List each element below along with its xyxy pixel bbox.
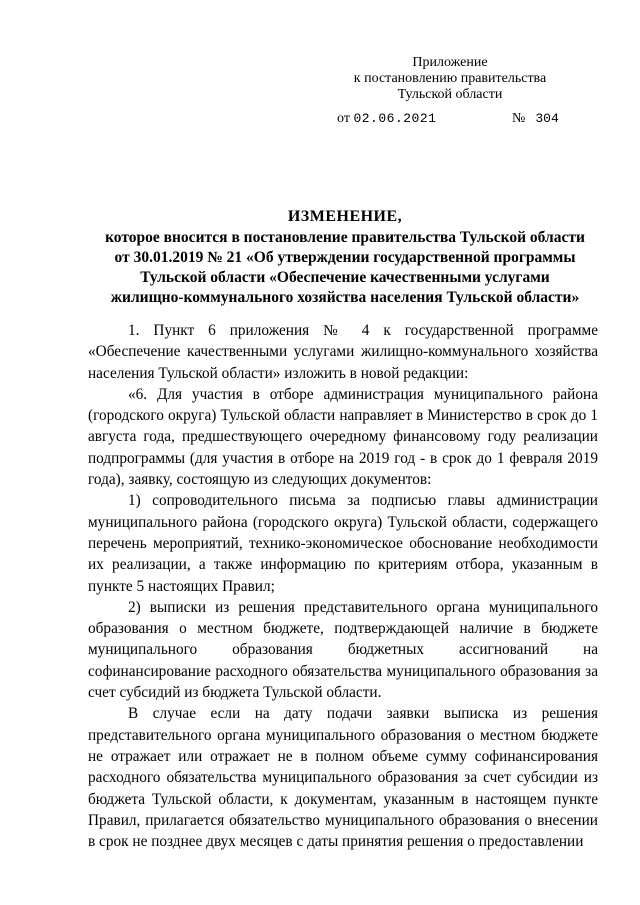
date-value: 02.06.2021 xyxy=(353,111,437,126)
decree-date xyxy=(337,111,436,127)
title-line-2: от 30.01.2019 № 21 «Об утверждении государственной программы xyxy=(114,249,576,266)
document-body xyxy=(88,320,598,852)
appendix-line-1: Приложение xyxy=(412,55,488,70)
title-main: ИЗМЕНЕНИЕ, xyxy=(287,208,403,225)
number-prefix: № xyxy=(512,111,526,126)
title-line-3: Тульской области «Обеспечение качественными услугами xyxy=(140,269,550,286)
decree-number xyxy=(512,111,559,127)
number-value: 304 xyxy=(535,111,559,126)
paragraph-1: 1. Пункт 6 приложения № 4 к государственной программе «Обеспечение качественными услугами жилищно-коммунального хозяйства населения Тульской области» изложить в новой редакции: xyxy=(88,322,598,382)
title-line-1: которое вносится в постановление правительства Тульской области xyxy=(105,229,585,246)
paragraph-5: В случае если на дату подачи заявки выписка из решения представительного органа муниципального образования о местном бюджете не отражает или отражает не в полном объеме сумму софинансирования расходного обязательства муниципального образования за счет субсидии из бюджета Тульской области, к документам, указанным в настоящем пункте Правил, прилагается обязательство муниципального образования о внесении в срок не позднее двух месяцев с даты принятия решения о предоставлении xyxy=(88,705,598,851)
paragraph-4: 2) выписки из решения представительного органа муниципального образования о местном бюджете, подтверждающей наличие в бюджете муниципального образования бюджетных ассигнований на софинансирование расходного обязательства муниципального образования за счет субсидий из бюджета Тульской области. xyxy=(88,598,598,702)
date-prefix: от xyxy=(337,111,350,126)
document-title xyxy=(85,207,605,308)
paragraph-2: «6. Для участия в отборе администрация муниципального района (городского округа) Тульской области направляет в Министерство в срок до 1 августа года, предшествующего очередному финансовому году реализации подпрограммы (для участия в отборе на 2019 год - в срок до 1 февраля 2019 года), заявку, состоящую из следующих документов: xyxy=(88,385,598,489)
appendix-line-2: к постановлению правительства xyxy=(353,71,547,86)
appendix-line-3: Тульской области xyxy=(397,87,503,102)
title-line-4: жилищно-коммунального хозяйства населения Тульской области» xyxy=(110,289,580,306)
paragraph-3: 1) сопроводительного письма за подписью главы администрации муниципального района (городского округа) Тульской области, содержащего перечень мероприятий, технико-экономическое обоснование необходимости их реализации, а также информацию по критериям отбора, указанным в пункте 5 настоящих Правил; xyxy=(88,492,598,595)
appendix-header xyxy=(300,55,600,103)
